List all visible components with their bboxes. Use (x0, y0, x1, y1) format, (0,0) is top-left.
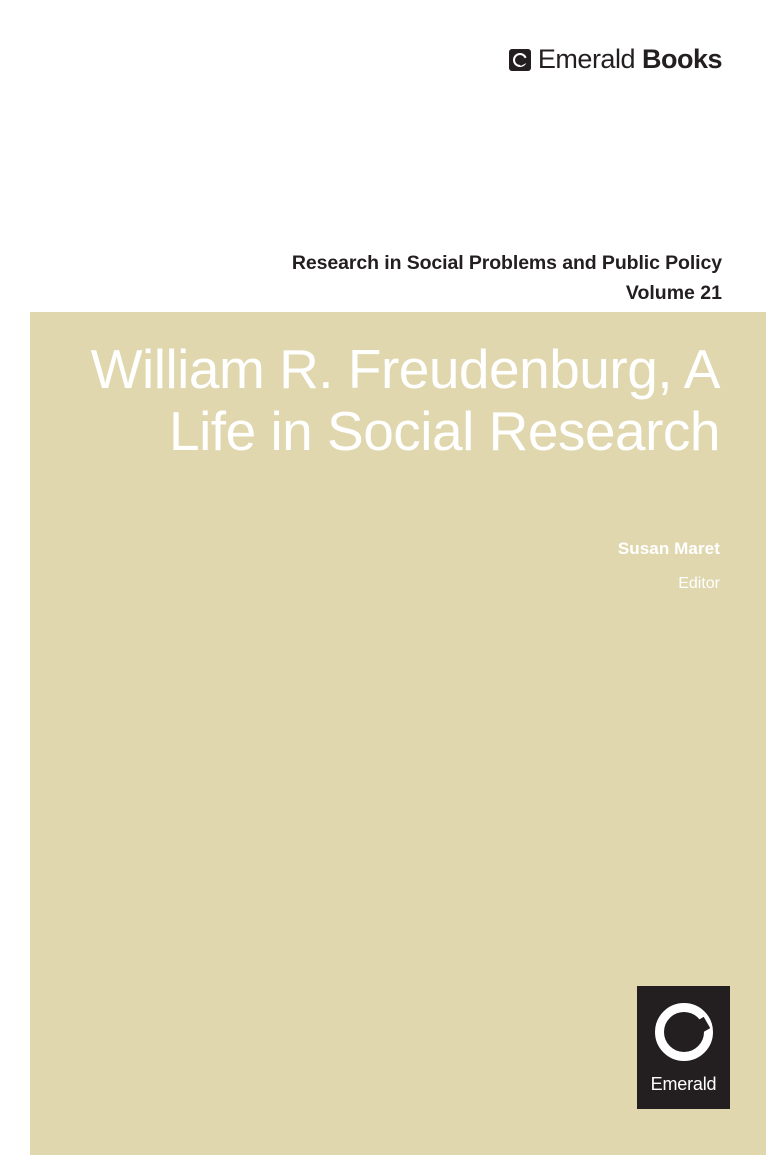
publisher-name-light: Emerald (537, 44, 635, 74)
page-title: William R. Freudenburg, A Life in Social Research (90, 338, 720, 462)
publisher-name-bold: Books (641, 44, 722, 74)
series-block (292, 250, 722, 308)
emerald-badge (637, 986, 730, 1109)
emerald-badge-label: Emerald (650, 1074, 717, 1094)
editor-role: Editor (678, 575, 720, 592)
publisher-logo (509, 44, 722, 75)
series-volume: Volume 21 (625, 282, 722, 304)
series-title: Research in Social Problems and Public Policy (291, 252, 722, 274)
cover-panel (30, 312, 766, 1155)
emerald-e-icon (509, 49, 531, 71)
emerald-e-icon (655, 1003, 713, 1061)
editor-name: Susan Maret (617, 539, 720, 558)
